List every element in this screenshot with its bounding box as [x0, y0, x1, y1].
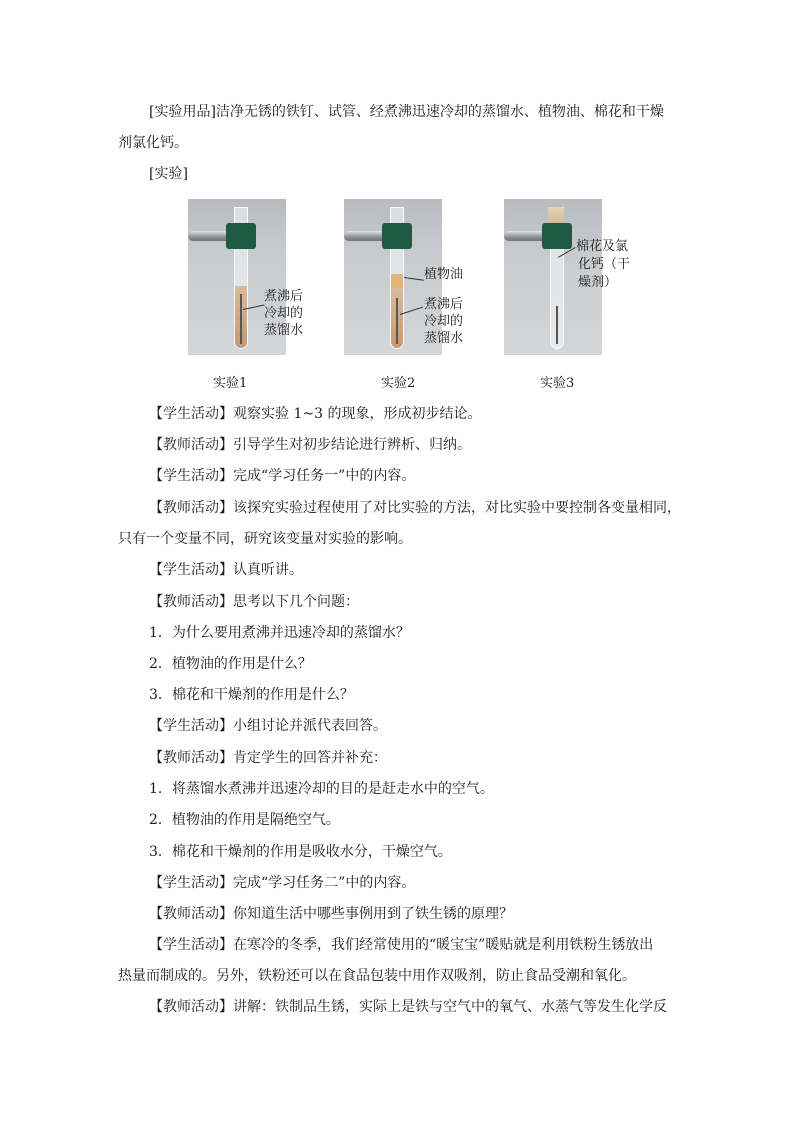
experiment-2-label-line-4: 蒸馏水 — [424, 331, 464, 346]
student-activity-observe: 【学生活动】观察实验 1~3 的现象，形成初步结论。 — [149, 406, 482, 422]
experiment-1-label-line-2: 冷却的 — [264, 306, 304, 321]
answer-1: 1．将蒸馏水煮沸并迅速冷却的目的是赶走水中的空气。 — [149, 781, 494, 797]
teacher-activity-contrast-line-2: 只有一个变量不同，研究该变量对实验的影响。 — [118, 531, 412, 547]
answer-2: 2．植物油的作用是隔绝空气。 — [149, 812, 340, 828]
teacher-activity-explain: 【教师活动】讲解：铁制品生锈，实际上是铁与空气中的氧气、水蒸气等发生化学反 — [149, 999, 667, 1015]
student-activity-task-1: 【学生活动】完成“学习任务一”中的内容。 — [149, 468, 416, 484]
question-3: 3．棉花和干燥剂的作用是什么？ — [149, 687, 354, 703]
experiment-1-label-line-1: 煮沸后 — [264, 289, 304, 304]
experiment-3-label-line-2: 化钙（干 — [578, 257, 631, 272]
experiment-1-caption: 实验1 — [213, 376, 248, 391]
experiment-2-label-line-3: 冷却的 — [424, 314, 464, 329]
experiment-2-caption: 实验2 — [381, 376, 416, 391]
experiment-1-label-line-3: 蒸馏水 — [264, 323, 304, 338]
teacher-activity-contrast-line-1: 【教师活动】该探究实验过程使用了对比实验的方法，对比实验中要控制各变量相同， — [149, 500, 681, 516]
teacher-activity-daily-life: 【教师活动】你知道生活中哪些事例用到了铁生锈的原理？ — [149, 906, 513, 922]
experiment-3-label-line-1: 棉花及氯 — [576, 239, 629, 254]
student-activity-hand-warmer-line-2: 热量而制成的。另外，铁粉还可以在食品包装中用作双吸剂，防止食品受潮和氧化。 — [118, 968, 636, 984]
teacher-activity-guide: 【教师活动】引导学生对初步结论进行辨析、归纳。 — [149, 437, 471, 453]
experiment-figures — [186, 199, 631, 359]
answer-3: 3．棉花和干燥剂的作用是吸收水分，干燥空气。 — [149, 844, 452, 860]
teacher-activity-questions: 【教师活动】思考以下几个问题： — [149, 594, 359, 610]
student-activity-discuss: 【学生活动】小组讨论并派代表回答。 — [149, 718, 387, 734]
teacher-activity-affirm: 【教师活动】肯定学生的回答并补充： — [149, 750, 387, 766]
student-activity-listen: 【学生活动】认真听讲。 — [149, 562, 303, 578]
question-2: 2．植物油的作用是什么？ — [149, 656, 312, 672]
experiment-heading: [实验] — [149, 166, 188, 182]
question-1: 1．为什么要用煮沸并迅速冷却的蒸馏水？ — [149, 625, 410, 641]
materials-line-1: [实验用品]洁净无锈的铁钉、试管、经煮沸迅速冷却的蒸馏水、植物油、棉花和干燥 — [149, 104, 664, 120]
student-activity-task-2: 【学生活动】完成“学习任务二”中的内容。 — [149, 875, 416, 891]
experiment-3-label-line-3: 燥剂） — [578, 275, 618, 290]
experiment-2-oil-label: 植物油 — [424, 267, 464, 282]
experiment-2-label-line-2: 煮沸后 — [424, 297, 464, 312]
experiment-3-caption: 实验3 — [540, 376, 575, 391]
student-activity-hand-warmer-line-1: 【学生活动】在寒冷的冬季，我们经常使用的“暖宝宝”暖贴就是利用铁粉生锈放出 — [149, 937, 654, 953]
materials-line-2: 剂氯化钙。 — [118, 135, 188, 151]
